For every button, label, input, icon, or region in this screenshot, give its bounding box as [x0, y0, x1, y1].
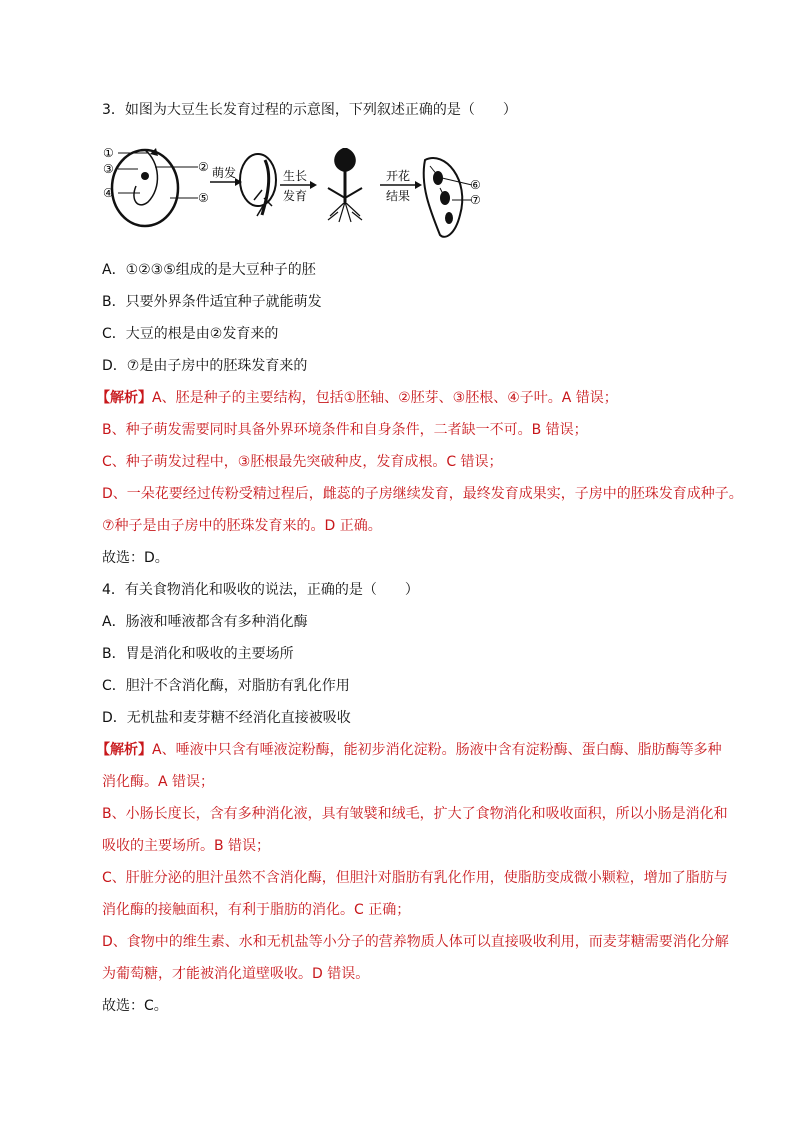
label-7: ⑦ [470, 193, 481, 207]
q4-analysis-line-5: C、肝脏分泌的胆汁虽然不含消化酶，但胆汁对脂肪有乳化作用，使脂肪变成微小颗粒，增加了脂肪与 [102, 870, 728, 886]
q3-analysis-tag: 【解析】 [96, 390, 152, 406]
q4-analysis-line-6: 消化酶的接触面积，有利于脂肪的消化。C 正确； [102, 902, 411, 918]
arrow3-bottom: 结果 [386, 189, 411, 203]
q4-analysis-tag: 【解析】 [96, 742, 152, 758]
q3-analysis-line-1 [96, 388, 618, 408]
q4-stem: 4．有关食物消化和吸收的说法，正确的是（ ） [102, 582, 419, 598]
q3-analysis-line-4: D、一朵花要经过传粉受精过程后，雌蕊的子房继续发育，最终发育成果实，子房中的胚珠发育成种子。 [102, 486, 743, 502]
q3-option-c: C．大豆的根是由②发育来的 [102, 326, 279, 342]
seed-figure [112, 148, 178, 226]
q4-option-d: D．无机盐和麦芽糖不经消化直接被吸收 [102, 710, 351, 726]
q3-stem: 3．如图为大豆生长发育过程的示意图，下列叙述正确的是（ ） [102, 102, 517, 118]
q3-answer: 故选：D。 [102, 550, 169, 566]
q3-analysis-line-2: B、种子萌发需要同时具备外界环境条件和自身条件，二者缺一不可。B 错误； [102, 422, 588, 438]
q4-answer: 故选：C。 [102, 998, 168, 1014]
seedling-figure [328, 148, 362, 222]
q4-option-c: C．胆汁不含消化酶，对脂肪有乳化作用 [102, 678, 350, 694]
q4-option-b: B．胃是消化和吸收的主要场所 [102, 646, 294, 662]
q3-analysis-line-5: ⑦种子是由子房中的胚珠发育来的。D 正确。 [102, 518, 382, 534]
label-2: ② [198, 160, 209, 174]
pod-figure [424, 158, 463, 237]
q3-option-a: A．①②③⑤组成的是大豆种子的胚 [102, 262, 316, 278]
q4-analysis-text-1: A、唾液中只含有唾液淀粉酶，能初步消化淀粉。肠液中含有淀粉酶、蛋白酶、脂肪酶等多种 [152, 742, 722, 758]
q4-analysis-line-3: B、小肠长度长，含有多种消化液，具有皱襞和绒毛，扩大了食物消化和吸收面积，所以小肠是消化和 [102, 806, 728, 822]
q4-analysis-line-2: 消化酶。A 错误； [102, 774, 215, 790]
soybean-growth-diagram [100, 140, 500, 250]
arrow2-top: 生长 [283, 169, 308, 183]
q4-analysis-line-7: D、食物中的维生素、水和无机盐等小分子的营养物质人体可以直接吸收利用，而麦芽糖需要消化分解 [102, 934, 729, 950]
label-3: ③ [103, 162, 114, 176]
germinating-seed-figure [240, 154, 276, 216]
q3-option-b: B．只要外界条件适宜种子就能萌发 [102, 294, 322, 310]
label-4: ④ [103, 186, 114, 200]
q4-option-a: A．肠液和唾液都含有多种消化酶 [102, 614, 308, 630]
q3-analysis-text-1: A、胚是种子的主要结构，包括①胚轴、②胚芽、③胚根、④子叶。A 错误； [152, 390, 618, 406]
arrow2-bottom: 发育 [283, 189, 308, 203]
q3-option-d: D．⑦是由子房中的胚珠发育来的 [102, 358, 308, 374]
arrow3-top: 开花 [386, 169, 411, 183]
label-5: ⑤ [198, 191, 209, 205]
q4-analysis-line-4: 吸收的主要场所。B 错误； [102, 838, 271, 854]
q4-analysis-line-8: 为葡萄糖，才能被消化道壁吸收。D 错误。 [102, 966, 370, 982]
q3-analysis-line-3: C、种子萌发过程中，③胚根最先突破种皮，发育成根。C 错误； [102, 454, 503, 470]
arrow1-label: 萌发 [212, 166, 237, 180]
q4-analysis-line-1 [96, 740, 722, 760]
label-1: ① [103, 146, 114, 160]
label-6: ⑥ [470, 178, 481, 192]
